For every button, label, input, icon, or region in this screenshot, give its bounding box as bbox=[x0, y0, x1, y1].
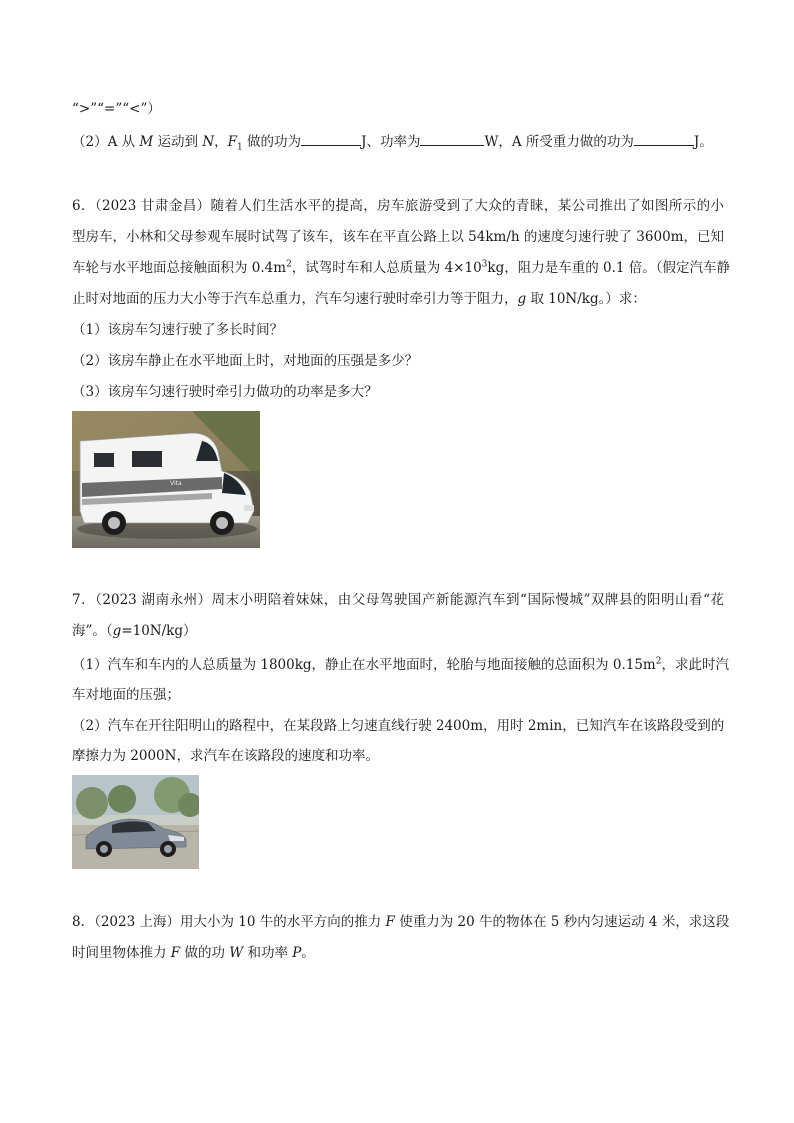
car-illustration bbox=[72, 775, 199, 869]
q5-line1: “>”“=”“<”） bbox=[72, 101, 161, 117]
q6-line3: 车轮与水平地面总接触面积为 $0.4m^2$，试驾时车和人总质量为 $4\times 10^3kg$，阻力是车重的 0.1 倍。（假定汽车静 bbox=[72, 259, 731, 276]
q8-line2: 时间里物体推力 F 做的功 W 和功率 P。 bbox=[72, 945, 315, 961]
q8-line1: 8．（2023 上海）用大小为 10 牛的水平方向的推力 F 使重力为 20 牛的物体在 5 秒内匀速运动 4 米，求这段 bbox=[72, 914, 730, 930]
q6-subquestion-3: （3）该房车匀速行驶时牵引力做功的功率是多大？ bbox=[72, 384, 378, 400]
q6-subquestion-2: （2）该房车静止在水平地面上时，对地面的压强是多少？ bbox=[72, 353, 419, 369]
q7-subquestion-2-cont: 摩擦力为 2000N，求汽车在该路段的速度和功率。 bbox=[72, 748, 379, 764]
q6-subquestion-1: （1）该房车匀速行驶了多长时间？ bbox=[72, 322, 284, 338]
q7-line2: 海”。（g=10N/kg） bbox=[72, 623, 197, 639]
q6-line2: 型房车，小林和父母参观车展时试驾了该车，该车在平直公路上以 54km/h 的速度匀速行驶了 3600m，已知 bbox=[72, 229, 724, 245]
answer-blank-power[interactable] bbox=[420, 131, 484, 146]
answer-blank-gravity-work[interactable] bbox=[634, 131, 694, 146]
q6-line4: 止时对地面的压力大小等于汽车总重力，汽车匀速行驶时牵引力等于阻力，g 取 10N/kg。）求： bbox=[72, 291, 646, 307]
answer-blank-work[interactable] bbox=[301, 131, 361, 146]
q7-subquestion-2: （2）汽车在开往阳明山的路程中，在某段路上匀速直线行驶 2400m，用时 2min，已知汽车在该路段受到的 bbox=[72, 718, 725, 734]
rv-illustration bbox=[72, 411, 260, 548]
car-photo bbox=[72, 775, 199, 869]
rv-photo bbox=[72, 411, 260, 548]
q5-subquestion-2: （2）A 从 M 运动到 N，$F_1$ 做的功为 J、功率为 W，A 所受重力做的功为 J。 bbox=[72, 131, 724, 152]
svg-text:Vita: Vita bbox=[170, 480, 182, 487]
q7-subquestion-1-cont: 车对地面的压强； bbox=[72, 687, 180, 703]
q7-subquestion-1: （1）汽车和车内的人总质量为 1800kg，静止在水平地面时，轮胎与地面接触的总面积为 $0.15m^2$，求此时汽 bbox=[72, 656, 729, 673]
q7-line1: 7．（2023 湖南永州）周末小明陪着妹妹，由父母驾驶国产新能源汽车到“国际慢城”双牌县的阳明山看“花 bbox=[72, 592, 724, 608]
q6-line1: 6．（2023 甘肃金昌）随着人们生活水平的提高，房车旅游受到了大众的青睐，某公司推出了如图所示的小 bbox=[72, 198, 724, 214]
